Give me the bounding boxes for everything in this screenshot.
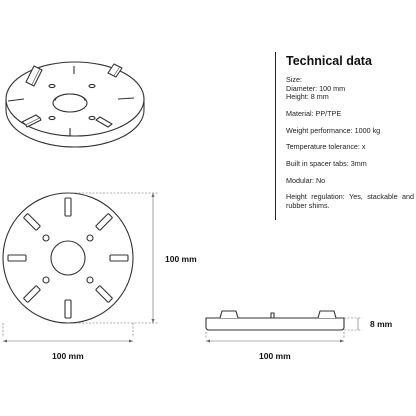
spec-size-label: Size:	[286, 75, 302, 84]
spec-height-regulation: Height regulation: Yes, stackable and rubber shims.	[286, 192, 414, 210]
spec-material: Material: PP/TPE	[286, 108, 342, 118]
spec-modular: Modular: No	[286, 175, 326, 185]
spec-weight-performance: Weight performance: 1000 kg	[286, 125, 381, 135]
side-view-body	[206, 318, 344, 330]
side-view-width-label: 100 mm	[259, 351, 291, 361]
technical-data-list	[286, 76, 414, 219]
side-view-height-label: 8 mm	[370, 319, 393, 329]
spec-height: Height: 8 mm	[286, 92, 329, 102]
spec-temperature-tolerance: Temperature tolerance: x	[286, 142, 366, 152]
top-view-height-label: 100 mm	[165, 254, 197, 264]
side-view-tab-right	[318, 311, 336, 318]
side-view	[206, 311, 344, 330]
spec-diameter: Diameter: 100 mm	[286, 83, 346, 93]
side-view-tab-left	[220, 311, 238, 318]
top-view-outline	[3, 193, 133, 323]
top-view-width-label: 100 mm	[52, 351, 84, 361]
isometric-view	[6, 62, 144, 147]
spec-spacer-tabs: Built in spacer tabs: 3mm	[286, 158, 367, 168]
top-view	[3, 193, 133, 323]
technical-data-title: Technical data	[286, 54, 372, 68]
side-view-tab-mid	[271, 313, 274, 318]
